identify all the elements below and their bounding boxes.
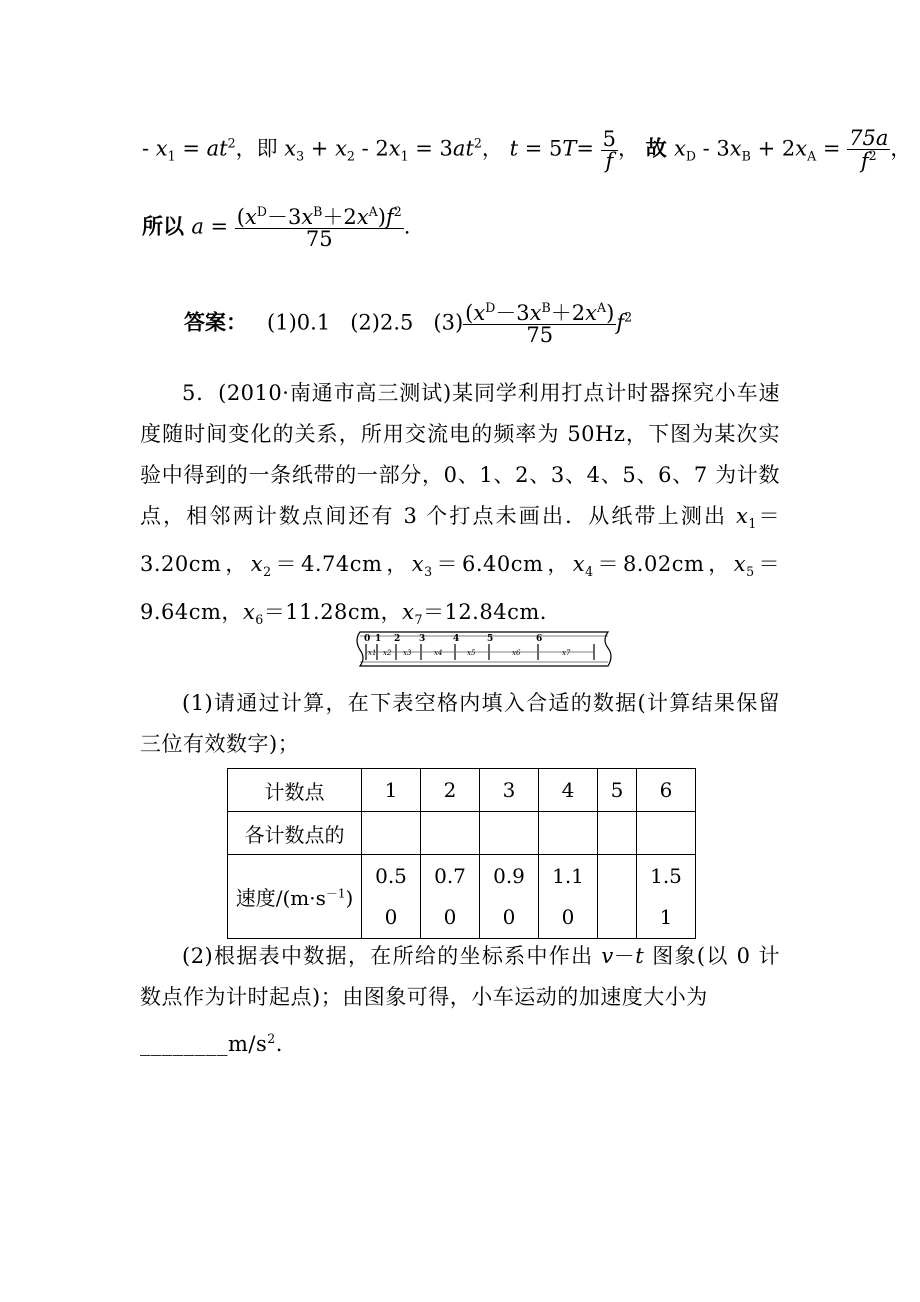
sup: 2 bbox=[267, 1031, 276, 1046]
question-2-text: 图象(以 0 计数点作为计时起点)；由图象可得，小车运动的加速度大小为 bbox=[140, 944, 780, 1009]
table-row-label-top-cell: 各计数点的 bbox=[228, 812, 362, 855]
text: ＋2 bbox=[322, 205, 357, 229]
var-x: x bbox=[729, 136, 742, 161]
numerator: 5 bbox=[602, 126, 617, 151]
var-x: x bbox=[795, 136, 808, 161]
value: ＝11.28cm， bbox=[263, 600, 403, 625]
text: + 2 bbox=[750, 136, 796, 161]
sub: 3 bbox=[424, 564, 433, 580]
velocity-cell-6 bbox=[637, 855, 696, 939]
fraction-5-over-f bbox=[601, 126, 618, 173]
sup: B bbox=[541, 300, 551, 315]
table-header-label: 计数点 bbox=[228, 769, 362, 812]
text: = 5 bbox=[518, 136, 563, 161]
answer-part-3-label: (3) bbox=[433, 310, 464, 335]
question-2 bbox=[140, 936, 780, 1065]
answer-part-1: (1)0.1 bbox=[267, 310, 331, 335]
text: - 2 bbox=[354, 136, 389, 161]
var-x: x bbox=[402, 600, 415, 625]
numerator bbox=[235, 206, 404, 228]
var-f: f bbox=[385, 205, 394, 229]
text: ( bbox=[236, 205, 245, 229]
table-cell bbox=[480, 812, 539, 855]
var-x: x bbox=[356, 205, 369, 229]
table-point-3: 3 bbox=[480, 769, 539, 812]
label-text: 速度/(m·s bbox=[235, 886, 326, 910]
answer-blank[interactable]: ________ bbox=[140, 1032, 228, 1056]
table-point-6: 6 bbox=[637, 769, 696, 812]
sub: 2 bbox=[263, 564, 272, 580]
tape-seg-x3: x3 bbox=[403, 649, 412, 657]
answer-part-2: (2)2.5 bbox=[350, 310, 414, 335]
equation-line-1 bbox=[142, 128, 911, 172]
sub: 4 bbox=[585, 564, 594, 580]
text: ＋2 bbox=[550, 301, 586, 325]
sup: 2 bbox=[624, 309, 633, 325]
sub: 3 bbox=[296, 148, 305, 164]
vel-top: 1.5 bbox=[650, 863, 682, 888]
text: . bbox=[403, 214, 411, 239]
sup: 2 bbox=[868, 148, 877, 163]
var-x: x bbox=[473, 301, 486, 325]
table-point-4: 4 bbox=[539, 769, 598, 812]
velocity-cell-4 bbox=[539, 855, 598, 939]
table-cell bbox=[598, 812, 637, 855]
var-x: x bbox=[242, 600, 256, 625]
text: ， bbox=[890, 136, 912, 161]
var-f: f bbox=[616, 310, 625, 335]
denominator bbox=[847, 149, 890, 172]
text: = bbox=[576, 136, 601, 161]
vel-top: 0.5 bbox=[375, 863, 407, 888]
var-x: x bbox=[733, 552, 747, 577]
tape-point-2: 2 bbox=[394, 634, 401, 644]
text: －3 bbox=[495, 301, 530, 325]
sub: 7 bbox=[414, 612, 423, 628]
numerator: 75a bbox=[849, 126, 889, 150]
vel-top: 1.1 bbox=[552, 863, 584, 888]
table-cell bbox=[421, 812, 480, 855]
var-x: x bbox=[388, 136, 401, 161]
var-x: x bbox=[674, 136, 686, 161]
equation-line-2 bbox=[142, 206, 410, 250]
fraction-acceleration bbox=[235, 206, 404, 250]
var-t: t bbox=[635, 944, 645, 968]
text: ， bbox=[481, 136, 503, 161]
text: + bbox=[304, 136, 336, 161]
text: ( bbox=[465, 301, 474, 325]
problem-5-text: 5．(2010·南通市高三测试)某同学利用打点计时器探究小车速度随时间变化的关系，所用交流电的频率为 50Hz，下图为某次实验中得到的一条纸带的一部分，0、1、2、3、4、5、6、7 为计数点，相邻两计数点间还有 3 个打点未画出．从纸带上测出 bbox=[140, 381, 780, 528]
unit: m/s bbox=[228, 1032, 268, 1056]
denominator: f bbox=[601, 150, 618, 172]
text: - 3 bbox=[695, 136, 730, 161]
tape-ticks bbox=[366, 644, 594, 660]
var-T: T bbox=[562, 136, 577, 161]
var-x: x bbox=[250, 552, 264, 577]
value: ＝12.84cm. bbox=[422, 600, 547, 625]
table-cell bbox=[539, 812, 598, 855]
var-x: x bbox=[335, 136, 347, 161]
var-v: v bbox=[601, 944, 614, 968]
value: ＝4.74cm， bbox=[271, 552, 412, 577]
velocity-cell-3 bbox=[480, 855, 539, 939]
sup: A bbox=[597, 300, 607, 315]
sup: －1 bbox=[325, 886, 346, 901]
sub: D bbox=[685, 148, 696, 164]
table-row-label-top bbox=[228, 812, 696, 855]
velocity-cell-1 bbox=[362, 855, 421, 939]
question-1 bbox=[140, 683, 780, 765]
numerator bbox=[463, 302, 616, 324]
vel-top: 0.9 bbox=[493, 863, 525, 888]
table-point-5: 5 bbox=[598, 769, 637, 812]
sub: 1 bbox=[400, 148, 409, 164]
text: = bbox=[175, 136, 207, 161]
tape-point-4: 4 bbox=[453, 634, 460, 644]
text: － bbox=[613, 944, 636, 968]
table-point-2: 2 bbox=[421, 769, 480, 812]
sub: 1 bbox=[748, 516, 757, 532]
text: ) bbox=[606, 301, 615, 325]
vel-bottom: 0 bbox=[384, 904, 398, 929]
var-x: x bbox=[411, 552, 425, 577]
tape-seg-x4: x4 bbox=[434, 649, 443, 657]
var-x: x bbox=[155, 136, 168, 161]
tape-point-1: 1 bbox=[375, 634, 382, 644]
sup: 2 bbox=[393, 204, 402, 219]
table-row-label-bottom-cell bbox=[228, 855, 362, 939]
tape-seg-x6: x6 bbox=[512, 649, 521, 657]
vel-top: 0.7 bbox=[434, 863, 466, 888]
vel-bottom: 1 bbox=[659, 904, 673, 929]
sup: B bbox=[313, 204, 323, 219]
text: . bbox=[275, 1032, 283, 1056]
sup: D bbox=[256, 204, 267, 219]
var-t: t bbox=[509, 136, 519, 161]
table-row-header bbox=[228, 769, 696, 812]
value: ＝8.02cm， bbox=[593, 552, 734, 577]
tape-point-5: 5 bbox=[487, 634, 494, 644]
text: = bbox=[816, 136, 848, 161]
tape-point-3: 3 bbox=[419, 634, 426, 644]
vel-bottom: 0 bbox=[443, 904, 457, 929]
vel-bottom: 0 bbox=[561, 904, 575, 929]
table-cell bbox=[362, 812, 421, 855]
sup: 2 bbox=[227, 135, 236, 151]
var-x: x bbox=[245, 205, 257, 229]
text: = 3 bbox=[408, 136, 453, 161]
problem-5-paragraph bbox=[140, 373, 780, 641]
value: ＝6.40cm， bbox=[432, 552, 573, 577]
sup: 2 bbox=[473, 135, 482, 151]
tape-seg-x7: x7 bbox=[562, 649, 571, 657]
denominator: 75 bbox=[463, 324, 616, 346]
tape-seg-x5: x5 bbox=[467, 649, 476, 657]
sub: 6 bbox=[255, 612, 264, 628]
question-2-text: (2)根据表中数据，在所给的坐标系中作出 bbox=[182, 944, 602, 968]
answer-label: 答案： bbox=[184, 309, 247, 335]
var-x: x bbox=[301, 205, 314, 229]
tape-seg-x2: x2 bbox=[383, 649, 392, 657]
sub: 2 bbox=[346, 148, 355, 164]
sup: A bbox=[368, 204, 378, 219]
text-gu: 故 bbox=[645, 135, 675, 161]
var-at: at bbox=[452, 136, 474, 161]
vel-bottom: 0 bbox=[502, 904, 516, 929]
sub: 5 bbox=[746, 564, 755, 580]
var-x: x bbox=[585, 301, 598, 325]
text: = bbox=[203, 214, 235, 239]
var-a: a bbox=[191, 214, 204, 239]
var-f: f bbox=[860, 149, 869, 173]
answer-fraction bbox=[463, 302, 616, 346]
tape-point-0: 0 bbox=[364, 634, 371, 644]
denominator: 75 bbox=[235, 228, 404, 250]
label-text: ) bbox=[345, 886, 354, 910]
velocity-cell-5 bbox=[598, 855, 637, 939]
sup: D bbox=[485, 300, 496, 315]
sub: 1 bbox=[167, 148, 176, 164]
table-row-velocity bbox=[228, 855, 696, 939]
tape-point-6: 6 bbox=[536, 634, 543, 644]
table-cell bbox=[637, 812, 696, 855]
text-minus: - bbox=[142, 136, 156, 161]
sub: A bbox=[807, 148, 817, 164]
sub: B bbox=[741, 148, 751, 164]
var-x: x bbox=[529, 301, 542, 325]
var-x: x bbox=[284, 136, 297, 161]
paper-tape-diagram bbox=[356, 628, 612, 670]
text: ) bbox=[377, 205, 386, 229]
tape-seg-x1: x1 bbox=[368, 649, 377, 657]
var-at: at bbox=[206, 136, 228, 161]
question-1-text: (1)请通过计算，在下表空格内填入合适的数据(计算结果保留三位有效数字)； bbox=[140, 691, 780, 756]
value: ＝9.64cm， bbox=[140, 552, 781, 625]
fraction-75a-over-f2 bbox=[847, 128, 890, 172]
var-x: x bbox=[572, 552, 586, 577]
velocity-cell-2 bbox=[421, 855, 480, 939]
text: ，即 bbox=[235, 136, 285, 161]
var-x: x bbox=[735, 504, 749, 528]
text: －3 bbox=[266, 205, 302, 229]
answer-line bbox=[184, 302, 632, 346]
velocity-table bbox=[227, 768, 696, 939]
text-suoyi: 所以 bbox=[142, 213, 192, 239]
value: ＝3.20cm， bbox=[140, 504, 780, 577]
table-point-1: 1 bbox=[362, 769, 421, 812]
text: ， bbox=[618, 136, 640, 161]
